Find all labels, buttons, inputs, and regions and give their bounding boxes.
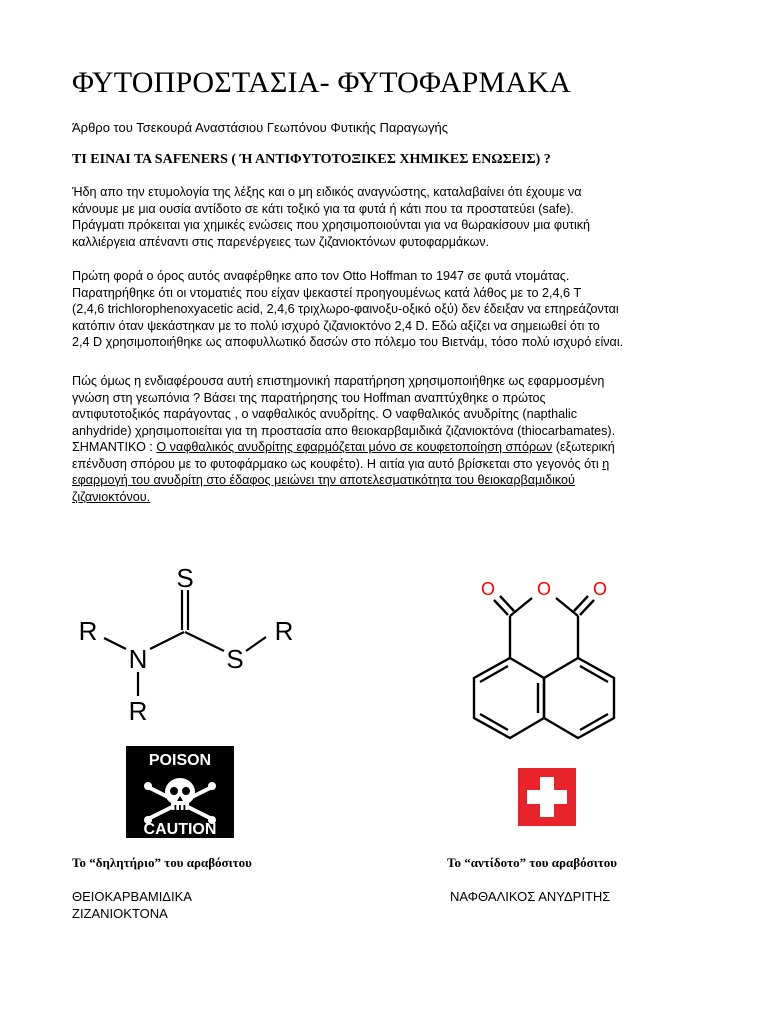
text-line: Πράγματι πρόκειται για χημικές ενώσεις που χρησιμοποιούνται για να θωρακίσουν μια φυτική	[72, 218, 591, 232]
text-line: Πρώτη φορά ο όρος αυτός αναφέρθηκε απο τον Otto Hoffman το 1947 σε φυτά ντομάτας.	[72, 269, 570, 283]
cross-horizontal	[527, 790, 567, 804]
caution-text: CAUTION	[143, 821, 217, 838]
text-line: γνώση στη γεωπόνια ? Βάσει της παρατήρησης του Hoffman αναπτύχθηκε ο πρώτος	[72, 390, 546, 405]
atom-oxygen-right: O	[592, 579, 608, 599]
atom-oxygen-left: O	[480, 579, 496, 599]
ester-bond	[556, 598, 578, 616]
atom-nitrogen: N	[128, 644, 148, 674]
text-line: anhydride) χρησιμοποιείται για τη προστασία απο θειοκαρβαμιδικά ζιζανιοκτόνα (thiocarbamates).	[72, 423, 616, 438]
left-label-line-2: ΖΙΖΑΝΙΟΚΤΟΝΑ	[72, 906, 168, 921]
bond	[246, 637, 266, 651]
ring-bonds	[474, 596, 614, 738]
text-fragment: επένδυση σπόρου με το φυτοφάρμακο ως κουφέτο). Η αιτία για αυτό βρίσκεται στο γεγονός ότι	[72, 456, 603, 471]
aromatic-bond	[480, 714, 508, 730]
page-title: ΦΥΤΟΠΡΟΣΤΑΣΙΑ- ΦΥΤΟΦΑΡΜΑΚΑ	[72, 66, 571, 99]
bond-lines	[104, 590, 266, 696]
text-line: (2,4,6 trichlorophenoxyacetic acid, 2,4,6 τριχλωρο-φαινοξυ-οξικό οξύ) δεν έδειξαν να επηρεάζονται	[72, 302, 619, 316]
right-label: ΝΑΦΘΑΛΙΚΟΣ ΑΝΥΔΡΙΤΗΣ	[450, 889, 611, 904]
poison-sign	[126, 746, 234, 838]
aromatic-bond	[580, 666, 608, 682]
text-line: Ήδη απο την ετυμολογία της λέξης και ο μη ειδικός αναγνώστης, καταλαβαίνει ότι έχουμε να	[72, 185, 582, 199]
right-caption: Το “αντίδοτο” του αραβόσιτου	[447, 855, 617, 870]
paragraph-1	[72, 184, 700, 250]
bond	[185, 632, 224, 651]
author-line: Άρθρο του Τσεκουρά Αναστάσιου Γεωπόνου Φυτικής Παραγωγής	[72, 120, 448, 135]
bond	[104, 638, 126, 649]
text-line: Πώς όμως η ενδιαφέρουσα αυτή επιστημονική παρατήρηση χρησιμοποιήθηκε ως εφαρμοσμένη	[72, 374, 605, 388]
red-cross-icon	[518, 768, 576, 826]
important-line	[72, 439, 700, 456]
underlined-text: η	[602, 456, 610, 471]
oxygen-atoms	[481, 579, 607, 599]
paragraph-2	[72, 268, 700, 351]
bond	[150, 632, 184, 649]
text-line: καλλιέργεια απέναντι στις παρενέργειες των ζιζανιοκτόνων φυτοφαρμάκων.	[72, 234, 490, 249]
text-line: 2,4 D χρησιμοποιήθηκε ως αποφυλλωτικό δασών στο πόλεμο του Βιετνάμ, τόσο πολύ ισχυρό είναι.	[72, 335, 624, 349]
atom-oxygen-middle: O	[536, 579, 552, 599]
left-label-line-1: ΘΕΙΟΚΑΡΒΑΜΙΔΙΚΑ	[72, 889, 192, 904]
underlined-text: ζιζανιοκτόνου.	[72, 489, 151, 504]
section-heading: ΤΙ ΕΙΝΑΙ ΤΑ SAFENERS ( Ή ΑΝΤΙΦΥΤΟΤΟΞΙΚΕΣ ΧΗΜΙΚΕΣ ΕΝΩΣΕΙΣ) ?	[72, 152, 551, 167]
text-fragment: (εξωτερική	[552, 440, 615, 454]
text-line: κατόπιν όταν ψεκάστηκαν με το πολύ ισχυρό ζιζανιοκτόνο 2,4 D. Εδώ αξίζει να σημειωθεί ότι το	[72, 318, 600, 333]
aromatic-bond	[580, 714, 608, 730]
important-label: ΣΗΜΑΝΤΙΚΟ :	[72, 440, 157, 454]
atom-sulfur-top: S	[176, 563, 194, 593]
underlined-text: εφαρμογή του ανυδρίτη στο έδαφος μειώνει την αποτελεσματικότητα του θειοκαρβαμιδικού	[72, 473, 575, 487]
left-caption: Το “δηλητήριο” του αραβόσιτου	[72, 855, 252, 870]
paragraph-3	[72, 373, 700, 505]
atom-r-right: R	[274, 616, 294, 646]
text-line	[72, 456, 700, 473]
right-ring	[544, 658, 614, 738]
poison-text: POISON	[148, 752, 212, 769]
atom-r-left: R	[78, 616, 98, 646]
left-ring	[474, 658, 544, 738]
atom-r-bottom: R	[128, 696, 148, 726]
atom-sulfur-right: S	[226, 644, 244, 674]
ester-bond	[510, 598, 532, 616]
underlined-text: Ο ναφθαλικός ανυδρίτης εφαρμόζεται μόνο σε κουφετοποίηση σπόρων	[156, 440, 553, 454]
text-line: Παρατηρήθηκε ότι οι ντοματιές που είχαν ψεκαστεί προηγουμένως κατά λάθος με το 2,4,6 T	[72, 285, 582, 300]
aromatic-bond	[480, 666, 508, 682]
text-line: κάνουμε με μια ουσία αντίδοτο σε κάτι τοξικό για τα φυτά ή κάτι που τα προστατεύει (safe).	[72, 201, 574, 216]
naphthalic-anhydride-structure	[428, 568, 658, 768]
thiocarbamate-structure	[66, 560, 306, 730]
text-line: αντιφυτοτοξικός παράγοντας , ο ναφθαλικός ανυδρίτης. Ο ναφθαλικός ανυδρίτης (napthalic	[72, 407, 578, 421]
